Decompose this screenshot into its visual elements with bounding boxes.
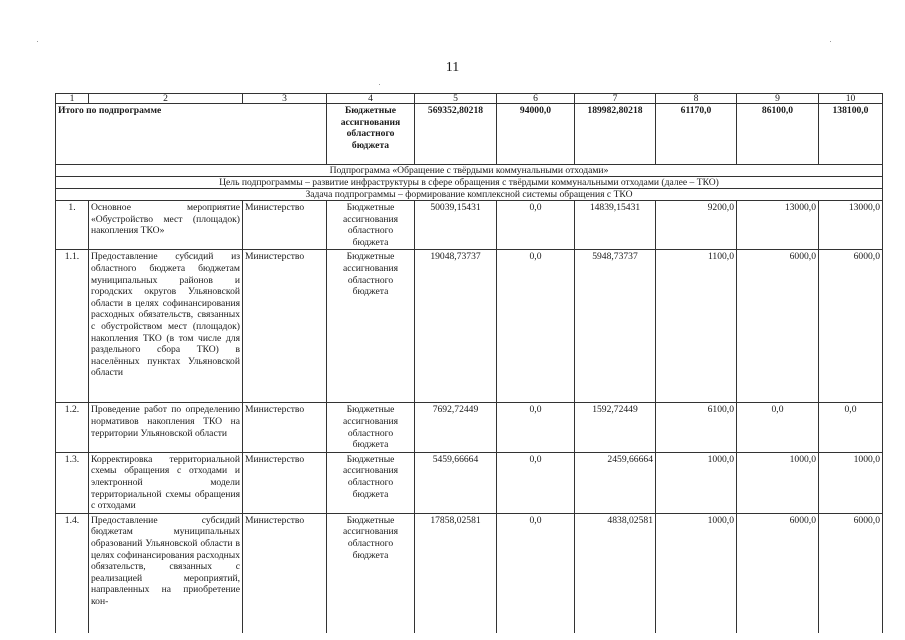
page-number: 11	[445, 60, 460, 75]
column-number: 2	[89, 94, 243, 104]
value-cell: 6000,0	[737, 513, 819, 633]
value-cell: 1000,0	[656, 513, 737, 633]
column-number: 5	[415, 94, 497, 104]
column-number: 10	[819, 94, 883, 104]
funding-source: Бюджетные ассигнования областного бюджета	[327, 403, 415, 452]
column-number: 8	[656, 94, 737, 104]
executor: Министерство	[243, 250, 327, 403]
value-cell: 9200,0	[656, 201, 737, 250]
scan-speck	[37, 41, 38, 42]
value-cell: 50039,15431	[415, 201, 497, 250]
value-cell: 1000,0	[737, 452, 819, 513]
row-number: 1.	[56, 201, 89, 250]
total-value: 138100,0	[819, 104, 883, 165]
table-row	[56, 513, 883, 633]
table-row	[56, 250, 883, 403]
value-cell: 2459,66664	[575, 452, 656, 513]
subprogram-goal: Цель подпрограммы – развитие инфраструктуры в сфере обращения с твёрдыми коммунальными отходами (далее – ТКО)	[56, 177, 883, 189]
value-cell: 0,0	[819, 403, 883, 452]
total-value: 86100,0	[737, 104, 819, 165]
value-cell: 0,0	[497, 250, 575, 403]
value-cell: 0,0	[497, 513, 575, 633]
value-cell: 0,0	[497, 452, 575, 513]
activity-name: Предоставление субсидий из областного бюджета бюджетам муниципальных районов и городских округов Ульяновской области в целях софинансирования расходных обязательств, связанных с обустройством мест (площадок) накопления ТКО (в том числе для раздельного сбора ТКО) в населённых пунктах Ульяновской области	[89, 250, 243, 403]
table-row	[56, 403, 883, 452]
activity-name: Основное мероприятие «Обустройство мест (площадок) накопления ТКО»	[89, 201, 243, 250]
subprogram-title-row	[56, 165, 883, 177]
total-value: 94000,0	[497, 104, 575, 165]
value-cell: 14839,15431	[575, 201, 656, 250]
funding-source: Бюджетные ассигнования областного бюджета	[327, 513, 415, 633]
value-cell: 1000,0	[819, 452, 883, 513]
column-number-row	[56, 94, 883, 104]
value-cell: 6000,0	[737, 250, 819, 403]
total-funding-source: Бюджетные ассигнования областного бюджета	[327, 104, 415, 165]
executor: Министерство	[243, 403, 327, 452]
value-cell: 19048,73737	[415, 250, 497, 403]
value-cell: 5948,73737	[575, 250, 656, 403]
row-number: 1.3.	[56, 452, 89, 513]
budget-table	[55, 93, 883, 633]
row-number: 1.1.	[56, 250, 89, 403]
value-cell: 6100,0	[656, 403, 737, 452]
value-cell: 13000,0	[737, 201, 819, 250]
column-number: 3	[243, 94, 327, 104]
row-number: 1.4.	[56, 513, 89, 633]
scan-speck	[379, 84, 380, 85]
column-number: 6	[497, 94, 575, 104]
total-value: 61170,0	[656, 104, 737, 165]
table-row	[56, 201, 883, 250]
value-cell: 13000,0	[819, 201, 883, 250]
column-number: 1	[56, 94, 89, 104]
value-cell: 7692,72449	[415, 403, 497, 452]
column-number: 9	[737, 94, 819, 104]
value-cell: 1592,72449	[575, 403, 656, 452]
column-number: 7	[575, 94, 656, 104]
value-cell: 0,0	[497, 201, 575, 250]
value-cell: 5459,66664	[415, 452, 497, 513]
subprogram-title: Подпрограмма «Обращение с твёрдыми коммунальными отходами»	[56, 165, 883, 177]
value-cell: 17858,02581	[415, 513, 497, 633]
value-cell: 6000,0	[819, 250, 883, 403]
value-cell: 1100,0	[656, 250, 737, 403]
activity-name: Предоставление субсидий бюджетам муниципальных образований Ульяновской области в целях софинансирования расходных обязательств, связанных с реализацией мероприятий, направленных на приобретение кон-	[89, 513, 243, 633]
table-row	[56, 452, 883, 513]
total-value: 569352,80218	[415, 104, 497, 165]
total-value: 189982,80218	[575, 104, 656, 165]
funding-source: Бюджетные ассигнования областного бюджета	[327, 250, 415, 403]
subprogram-task-row	[56, 189, 883, 201]
row-number: 1.2.	[56, 403, 89, 452]
executor: Министерство	[243, 452, 327, 513]
executor: Министерство	[243, 201, 327, 250]
total-label: Итого по подпрограмме	[56, 104, 327, 165]
value-cell: 0,0	[497, 403, 575, 452]
total-row	[56, 104, 883, 165]
scan-speck	[830, 41, 831, 42]
value-cell: 0,0	[737, 403, 819, 452]
value-cell: 1000,0	[656, 452, 737, 513]
activity-name: Корректировка территориальной схемы обращения с отходами и электронной модели территориальной схемы обращения с отходами	[89, 452, 243, 513]
executor: Министерство	[243, 513, 327, 633]
subprogram-task: Задача подпрограммы – формирование комплексной системы обращения с ТКО	[56, 189, 883, 201]
funding-source: Бюджетные ассигнования областного бюджета	[327, 452, 415, 513]
subprogram-goal-row	[56, 177, 883, 189]
value-cell: 4838,02581	[575, 513, 656, 633]
funding-source: Бюджетные ассигнования областного бюджета	[327, 201, 415, 250]
value-cell: 6000,0	[819, 513, 883, 633]
column-number: 4	[327, 94, 415, 104]
activity-name: Проведение работ по определению нормативов накопления ТКО на территории Ульяновской области	[89, 403, 243, 452]
